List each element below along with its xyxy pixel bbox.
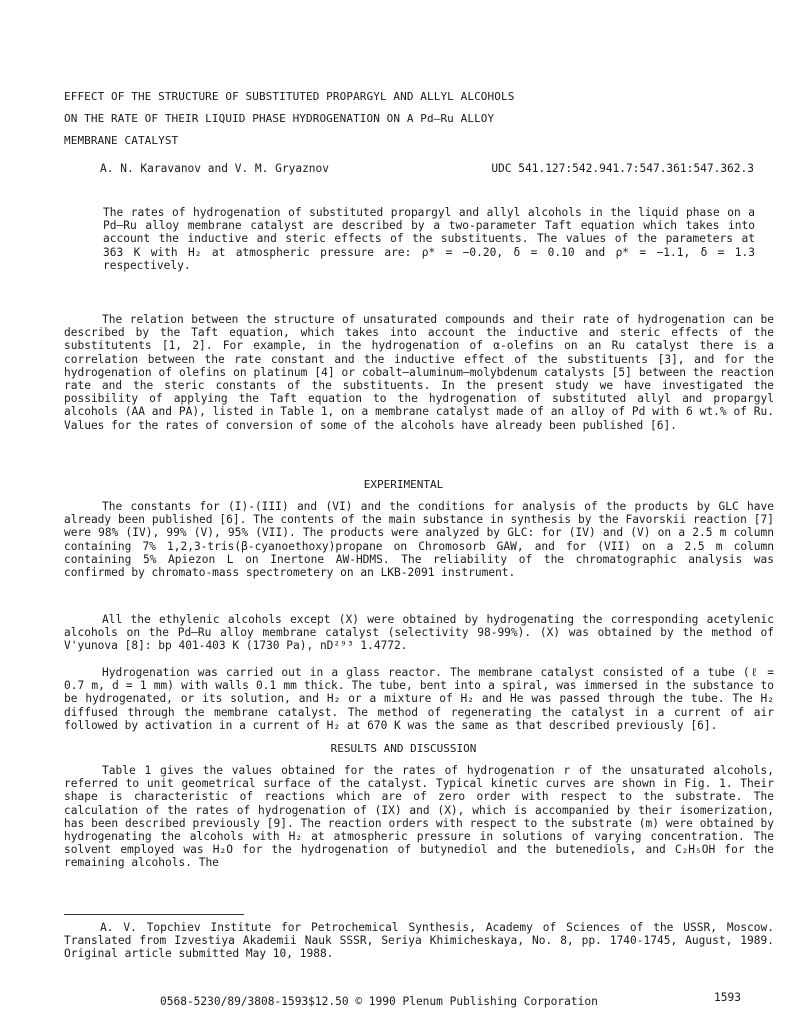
- abstract: The rates of hydrogenation of substituted propargyl and allyl alcohols in the liquid phase on a Pd–Ru alloy membrane catalyst are described by a two-parameter Taft equation which takes into account the inductive and steric effects of the substituents. The values of the parameters at 363 K with H₂ at atmospheric pressure are: ρ* = −0.20, δ = 0.10 and ρ* = −1.1, δ = 1.3 respectively.: [103, 206, 755, 272]
- footnote-rule: [64, 914, 244, 915]
- section-heading-results: RESULTS AND DISCUSSION: [330, 742, 477, 755]
- experimental-paragraph-2: All the ethylenic alcohols except (X) were obtained by hydrogenating the corresponding acetylenic alcohols on the Pd–Ru alloy membrane catalyst (selectivity 98-99%). (X) was obtained by the method of V'yunova [8]: bp 401-403 K (1730 Pa), nD²⁹³ 1.4772.: [64, 613, 774, 653]
- authors: A. N. Karavanov and V. M. Gryaznov: [100, 162, 330, 175]
- experimental-paragraph-3: Hydrogenation was carried out in a glass reactor. The membrane catalyst consisted of a tube (ℓ = 0.7 m, d = 1 mm) with walls 0.1 mm thick. The tube, bent into a spiral, was immersed in the substance to be hydrogenated, or its solution, and H₂ or a mixture of H₂ and He was passed through the tube. The H₂ diffused through the membrane catalyst. The method of regenerating the catalyst in a current of air followed by activation in a current of H₂ at 670 K was the same as that described previously [6].: [64, 666, 774, 732]
- page-number: 1593: [714, 991, 741, 1004]
- results-paragraph-1: Table 1 gives the values obtained for the rates of hydrogenation r of the unsaturated alcohols, referred to unit geometrical surface of the catalyst. Typical kinetic curves are shown in Fig. 1. Their shape is characteristic of reactions which are of zero order with respect to the substrate. The calculation of the rates of hydrogenation of (IX) and (X), which is accompanied by their isomerization, has been described previously [9]. The reaction orders with respect to the substrate (m) were obtained by hydrogenating the alcohols with H₂ at atmospheric pressure in solutions of varying concentration. The solvent employed was H₂O for the hydrogenation of butynediol and the butenediols, and C₂H₅OH for the remaining alcohols. The: [64, 764, 774, 870]
- copyright-line: 0568-5230/89/3808-1593$12.50 © 1990 Plenum Publishing Corporation: [160, 995, 598, 1008]
- title-line-3: MEMBRANE CATALYST: [64, 134, 179, 147]
- footnote: A. V. Topchiev Institute for Petrochemical Synthesis, Academy of Sciences of the USSR, Moscow. Translated from Izvestiya Akademii Nauk SSSR, Seriya Khimicheskaya, No. 8, pp. 1740-1745, August, 1989. Original article submitted May 10, 1988.: [64, 921, 774, 961]
- section-heading-experimental: EXPERIMENTAL: [363, 478, 444, 491]
- experimental-paragraph-1: The constants for (I)-(III) and (VI) and the conditions for analysis of the products by GLC have already been published [6]. The contents of the main substance in synthesis by the Favorskii reaction [7] were 98% (IV), 99% (V), 95% (VII). The products were analyzed by GLC: for (IV) and (V) on a 2.5 m column containing 7% 1,2,3-tris(β-cyanoethoxy)propane on Chromosorb GAW, and for (VII) on a 2.5 m column containing 5% Apiezon L on Inertone AW-HDMS. The reliability of the chromatographic analysis was confirmed by chromato-mass spectrometery on an LKB-2091 instrument.: [64, 500, 774, 580]
- title-line-1: EFFECT OF THE STRUCTURE OF SUBSTITUTED PROPARGYL AND ALLYL ALCOHOLS: [64, 90, 515, 103]
- title-line-2: ON THE RATE OF THEIR LIQUID PHASE HYDROGENATION ON A Pd–Ru ALLOY: [64, 112, 495, 125]
- intro-paragraph: The relation between the structure of unsaturated compounds and their rate of hydrogenation can be described by the Taft equation, which takes into account the inductive and steric effects of the substitutents [1, 2]. For example, in the hydrogenation of α-olefins on an Ru catalyst there is a correlation between the rate constant and the inductive effect of the substituents [3], and for the hydrogenation of olefins on platinum [4] or cobalt–aluminum–molybdenum catalysts [5] between the reaction rate and the steric constants of the substituents. In the present study we have investigated the possibility of applying the Taft equation to the hydrogenation of substituted allyl and propargyl alcohols (AA and PA), listed in Table 1, on a membrane catalyst made of an alloy of Pd with 6 wt.% of Ru. Values for the rates of conversion of some of the alcohols have already been published [6].: [64, 313, 774, 432]
- udc-code: UDC 541.127:542.941.7:547.361:547.362.3: [491, 162, 754, 175]
